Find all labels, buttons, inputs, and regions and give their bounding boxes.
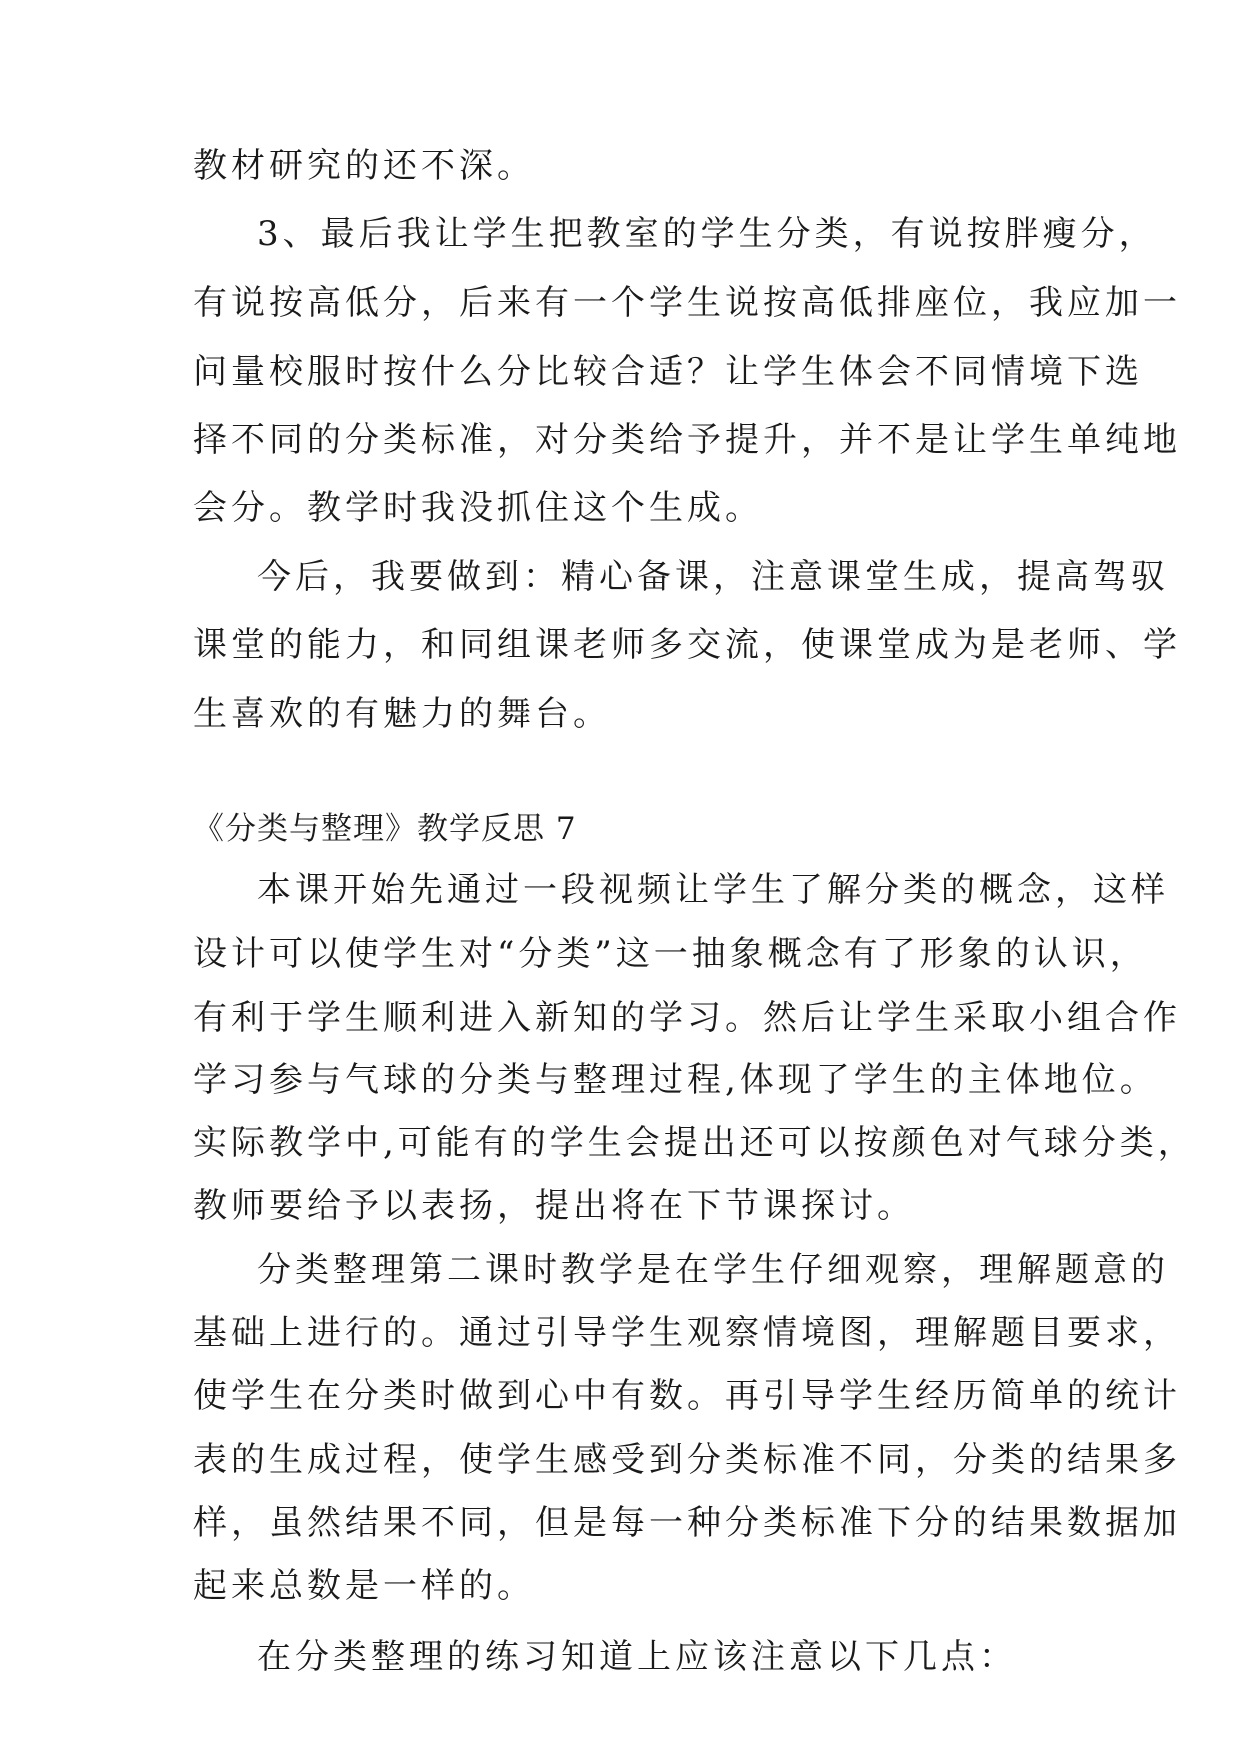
paragraph-line: 教材研究的还不深。	[193, 146, 535, 186]
paragraph-line: 表的生成过程，使学生感受到分类标准不同，分类的结果多	[193, 1440, 1181, 1480]
paragraph-line: 在分类整理的练习知道上应该注意以下几点：	[257, 1637, 1017, 1677]
paragraph-line: 会分。教学时我没抓住这个生成。	[193, 488, 763, 528]
paragraph-line: 学习参与气球的分类与整理过程,体现了学生的主体地位。	[193, 1060, 1158, 1100]
paragraph-line: 课堂的能力，和同组课老师多交流，使课堂成为是老师、学	[193, 625, 1181, 665]
section-title: 《分类与整理》教学反思 7	[193, 811, 577, 847]
paragraph-line: 本课开始先通过一段视频让学生了解分类的概念，这样	[257, 870, 1169, 910]
paragraph-line: 基础上进行的。通过引导学生观察情境图，理解题目要求，	[193, 1313, 1181, 1353]
paragraph-line: 使学生在分类时做到心中有数。再引导学生经历简单的统计	[193, 1376, 1181, 1416]
paragraph-line: 样，虽然结果不同，但是每一种分类标准下分的结果数据加	[193, 1503, 1181, 1543]
paragraph-line: 分类整理第二课时教学是在学生仔细观察，理解题意的	[257, 1250, 1169, 1290]
paragraph-line: 今后，我要做到：精心备课，注意课堂生成，提高驾驭	[257, 557, 1169, 597]
paragraph-line: 生喜欢的有魅力的舞台。	[193, 694, 611, 734]
paragraph-line: 问量校服时按什么分比较合适？让学生体会不同情境下选	[193, 352, 1143, 392]
paragraph-line: 择不同的分类标准，对分类给予提升，并不是让学生单纯地	[193, 420, 1181, 460]
paragraph-line: 有说按高低分，后来有一个学生说按高低排座位，我应加一	[193, 283, 1181, 323]
paragraph-line: 实际教学中,可能有的学生会提出还可以按颜色对气球分类，	[193, 1123, 1196, 1163]
paragraph-line: 3、最后我让学生把教室的学生分类，有说按胖瘦分，	[257, 214, 1157, 254]
paragraph-line: 教师要给予以表扬，提出将在下节课探讨。	[193, 1186, 915, 1226]
paragraph-line: 设计可以使学生对“分类”这一抽象概念有了形象的认识，	[193, 934, 1148, 974]
paragraph-line: 起来总数是一样的。	[193, 1566, 535, 1606]
paragraph-line: 有利于学生顺利进入新知的学习。然后让学生采取小组合作	[193, 998, 1181, 1038]
